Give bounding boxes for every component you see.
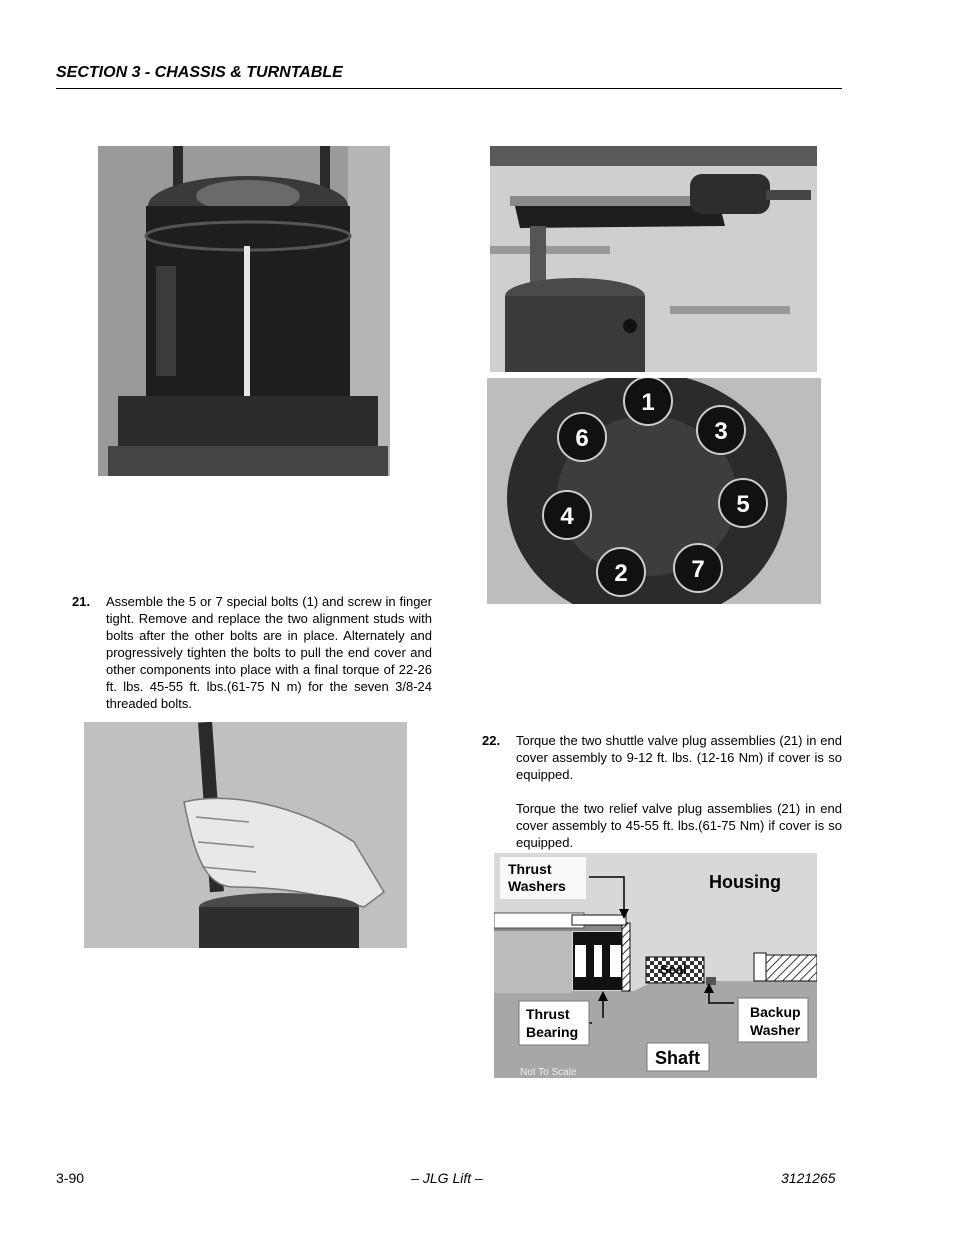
motor-housing-photo	[98, 146, 390, 476]
page-number: 3-90	[56, 1170, 85, 1186]
bolt-sequence-photo	[487, 378, 821, 604]
step-paragraph: Assemble the 5 or 7 special bolts (1) and screw in finger tight. Remove and replace the two alignment studs with bolts after the other bolts are in place. Alternately and progressively tighten the bolts to pull the end cover and other components into place with a final torque of 22-26 ft. lbs. 45-55 ft. lbs.(61-75 N m) for the seven 3/8-24 threaded bolts.	[106, 594, 432, 711]
backup-washer-label-line1: Backup	[750, 1004, 801, 1020]
bolt-label-2: 2	[614, 560, 628, 587]
bolt-label-1: 1	[641, 389, 655, 416]
not-to-scale-label: Not To Scale	[520, 1067, 577, 1078]
thrust-washers-label-line2: Washers	[508, 878, 566, 894]
bolt-label-5: 5	[736, 491, 750, 518]
bolt-label-7: 7	[691, 556, 705, 583]
section-header: SECTION 3 - CHASSIS & TURNTABLE	[56, 64, 842, 89]
step-paragraph: Torque the two relief valve plug assemblies (21) in end cover assembly to 45-55 ft. lbs.(61-75 Nm) if cover is so equipped.	[516, 801, 842, 850]
step-22	[482, 732, 842, 868]
hand-bolt-photo	[84, 722, 407, 948]
shaft-seal-diagram	[494, 853, 817, 1078]
bolt-label-3: 3	[714, 418, 728, 445]
shaft-label: Shaft	[655, 1048, 700, 1068]
doc-number: 3121265	[781, 1170, 836, 1186]
bolt-label-4: 4	[560, 503, 574, 530]
step-21	[72, 593, 432, 729]
step-number: 21.	[72, 594, 91, 609]
thrust-bearing-label-line1: Thrust	[526, 1006, 570, 1022]
housing-label: Housing	[709, 872, 781, 892]
thrust-washers-label-line1: Thrust	[508, 861, 552, 877]
step-paragraph: Torque the two shuttle valve plug assemblies (21) in end cover assembly to 9-12 ft. lbs. (12-16 Nm) if cover is so equipped.	[516, 733, 842, 782]
step-number: 22.	[482, 733, 501, 748]
wrench-torque-photo	[490, 146, 817, 372]
bolt-label-6: 6	[575, 425, 589, 452]
thrust-bearing-label-line2: Bearing	[526, 1024, 579, 1040]
seal-label: Seal	[660, 962, 687, 977]
footer-brand: – JLG Lift –	[411, 1170, 483, 1186]
backup-washer-label-line2: Washer	[750, 1022, 801, 1038]
